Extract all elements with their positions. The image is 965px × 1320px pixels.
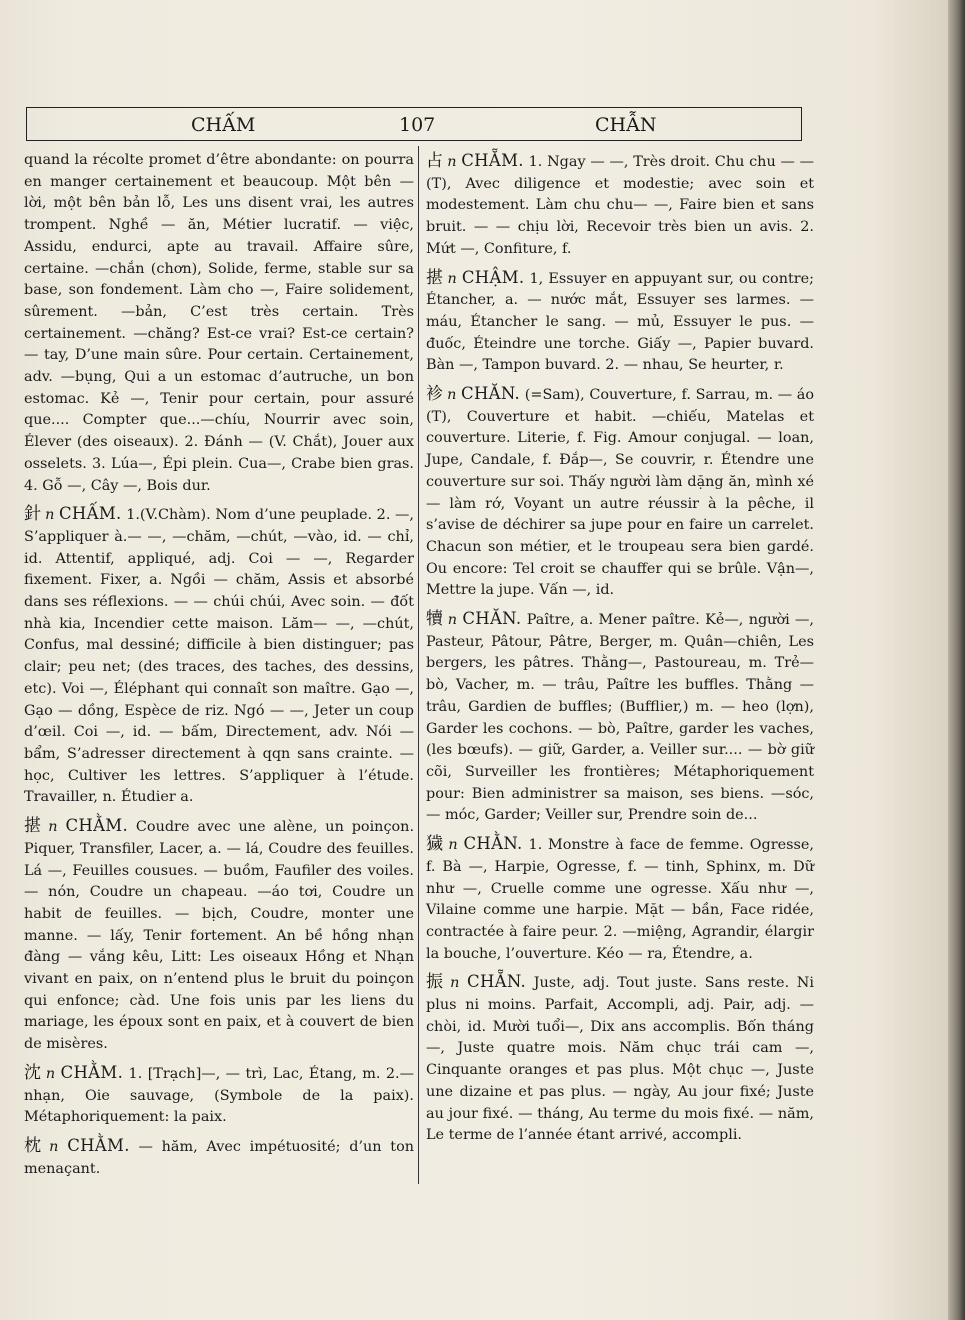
entry-text: (=Sam), Couverture, f. Sarrau, m. — áo (T), Couverture et habit. —chiếu, Matelas et couverture. Literie, f. Fig. Amour conjugal. — loan, Jupe, Candale, f. Đắp—, Se couvrir, r. Étendre une couverture sur soi. Thấy người làm dặng ăn, mình xé — làm rớ, Voyant un autre réussir à la pêche, il s’avise de déchirer sa jupe pour en faire un carrelet. Chacun son métier, et le troupeau sera bien gardé. Ou encore: Tel croit se chauffer qui se brûle. Vận—, Mettre la jupe. Vấn —, id. — [426, 387, 815, 599]
entry-hanzi: 犢 — [426, 609, 444, 630]
entry-lemma: CHĂN. — [461, 384, 521, 404]
entry-pos: n — [45, 507, 55, 524]
page-number: 107 — [399, 114, 436, 136]
entry-hanzi: 沈 — [24, 1062, 42, 1083]
left-column — [24, 150, 414, 1186]
entry-lemma: CHĂN. — [462, 609, 522, 629]
dictionary-entry — [426, 150, 814, 261]
entry-text: Juste, adj. Tout juste. Sans reste. Ni plus ni moins. Parfait, Accompli, adj. Pair, adj. —chòi, id. Mười tuổi—, Dix ans accomplis. Bốn tháng —, Juste quatre mois. Năm chục trái cam —, Cinquante oranges et pas plus. Một chục —, Juste une dizaine et pas plus. — ngày, Au jour fixé; Juste au jour fixé. — tháng, Au terme du mois fixé. — năm, Le terme de l’année étant arrivé, accompli. — [426, 975, 815, 1144]
entry-continuation — [24, 150, 414, 497]
entry-text: 1. Ngay — —, Très droit. Chu chu — — (T), Avec diligence et modestie; avec soin et modestement. Làm chu chu— —, Faire bien et sans bruit. — — chịu lời, Recevoir très bien un avis. 2. Mứt —, Confiture, f. — [426, 154, 815, 257]
entry-lemma: CHẴN. — [467, 972, 527, 992]
entry-pos: n — [447, 612, 458, 629]
right-column — [426, 150, 814, 1153]
entry-hanzi: 揕 — [426, 267, 444, 288]
entry-text: Paître, a. Mener paître. Kẻ—, người —, Pasteur, Pâtour, Pâtre, Berger, m. Quân—chiên, Les bergers, les pâtres. Thằng—, Pastoureau, m. Trẻ— bò, Vacher, m. — trâu, Paître les buffles. Thằng — trâu, Gardien de buffles; (Bufflier,) m. — heo (lợn), Garder les cochons. — bò, Paître, garder les vaches, (les bœufs). — giữ, Garder, a. Veiller sur.... — bờ giữ cõi, Surveiller les frontières; Métaphoriquement pour: Bien administrer sa maison, ses biens. —sóc, — móc, Garder; Veiller sur, Prendre soin de... — [426, 612, 814, 824]
entry-hanzi: 針 — [24, 504, 42, 525]
entry-hanzi: 占 — [426, 151, 444, 171]
entry-lemma: CHẰN. — [463, 834, 523, 854]
entry-text: — hăm, Avec impétuosité; d’un ton menaçant. — [24, 1138, 415, 1177]
entry-pos: n — [49, 1138, 59, 1155]
entry-pos: n — [48, 819, 58, 836]
entry-lemma: CHẰM. — [65, 816, 129, 836]
entry-text: 1, Essuyer en appuyant sur, ou contre; Étancher, a. — nước mắt, Essuyer ses larmes. — máu, Étancher le sang. — mủ, Essuyer le pus. — đuốc, Éteindre une torche. Giấy —, Papier buvard. Bàn —, Tampon buvard. 2. — nhau, Se heurter, r. — [426, 270, 815, 374]
dictionary-entry — [426, 267, 814, 378]
dictionary-entry — [426, 608, 814, 827]
column-divider — [418, 146, 419, 1184]
dictionary-entry — [24, 503, 414, 809]
page-header — [26, 107, 802, 141]
entry-text: 1. Monstre à face de femme. Ogresse, f. Bà —, Harpie, Ogresse, f. — tinh, Sphinx, m. Dữ như —, Cruelle comme une ogresse. Xấu như —, Vilaine comme une harpie. Mặt — bần, Face ridée, contractée à faire peur. 2. —miệng, Agrandir, élargir la bouche, l’ouverture. Kéo — ra, Étendre, a. — [426, 837, 814, 962]
entry-text: Coudre avec une alène, un poinçon. Piquer, Transfiler, Lacer, a. — lá, Coudre des feuilles. Lá —, Feuilles cousues. — buồm, Faufiler des voiles. — nón, Coudre un chapeau. —áo tơi, Coudre un habit de feuilles. — bịch, Coudre, monter une manne. — lấy, Tenir fortement. An bề hồng nhạn đàng — vắng kêu, Litt: Les oiseaux Hồng et Nhạn vivant en paix, on n’entend plus le bruit du poinçon qui enfonce; càd. Une fois unis par les liens du mariage, les époux sont en paix, et à couvert de bien de misères. — [24, 819, 415, 1053]
entry-hanzi: 枕 — [24, 1135, 46, 1156]
entry-pos: n — [448, 837, 458, 854]
entry-lemma: CHẬM. — [461, 267, 525, 287]
entry-lemma: CHẴM. — [461, 151, 524, 170]
entry-hanzi: 獩 — [426, 834, 445, 855]
entry-pos: n — [450, 975, 460, 992]
entry-text: 1.(V.Chàm). Nom d’une peuplade. 2. —, S’appliquer à.— —, —chăm, —chút, —vào, id. — chỉ, id. Attentif, appliqué, adj. Coi — —, Regarder fixement. Fixer, a. Ngồi — chăm, Assis et absorbé dans ses réflexions. — — chúi chúi, Avec soin. — đốt nhà kia, Incendier cette maison. Lăm— —, —chút, Confus, mal dessiné; difficile à bien distinguer; pas clair; peu net; (des traces, des taches, des dessins, etc). Voi —, Éléphant qui connaît son maître. Gạo —, Gạo — dồng, Espèce de riz. Ngó — —, Jeter un coup d’œil. Coi —, id. — bấm, Directement, adv. Nói — bẩm, S’adresser directement à qqn sans crainte. — học, Cultiver les lettres. S’appliquer à l’étude. Travailler, n. Étudier a. — [24, 507, 414, 806]
entry-hanzi: 揕 — [24, 816, 45, 837]
header-left-guide-word: CHẤM — [191, 114, 256, 136]
dictionary-entry — [426, 833, 814, 965]
entry-text: quand la récolte promet d’être abondante: on pourra en manger certainement et beaucoup. Một bên — lời, một bên bản lỗ, Les uns disent vrai, les autres trompent. Nghề — ăn, Métier lucratif. — việc, Assidu, endurci, apte au travail. Affaire sûre, certaine. —chắn (chơn), Solide, ferme, stable sur sa base, son fondement. Làm cho —, Faire solidement, sûrement. —bản, C’est très certain. Très certainement. —chăng? Est-ce vrai? Est-ce certain? — tay, D’une main sûre. Pour certain. Certainement, adv. —bụng, Qui a un estomac d’autruche, un bon estomac. Kẻ —, Tenir pour certain, pour assuré que.... Compter que...—chíu, Nourrir avec soin, Élever (des oiseaux). 2. Đánh — (V. Chắt), Jouer aux osselets. 3. Lúa—, Épi plein. Cua—, Crabe bien gras. 4. Gỗ —, Cây —, Bois dur. — [24, 152, 414, 494]
entry-lemma: CHẰM. — [67, 1135, 130, 1155]
dictionary-entry — [24, 815, 414, 1056]
entry-pos: n — [447, 270, 457, 287]
book-fore-edge — [948, 0, 965, 1320]
dictionary-entry — [426, 383, 814, 602]
dictionary-entry — [24, 1062, 414, 1129]
entry-pos: n — [45, 1065, 56, 1082]
entry-pos: n — [447, 387, 457, 404]
header-right-guide-word: CHẪN — [595, 114, 657, 136]
entry-pos: n — [447, 154, 457, 170]
entry-lemma: CHẰM. — [60, 1062, 124, 1082]
entry-hanzi: 袗 — [426, 384, 444, 405]
entry-hanzi: 振 — [426, 972, 447, 993]
entry-lemma: CHẤM. — [58, 504, 122, 524]
dictionary-entry — [426, 971, 814, 1147]
dictionary-entry — [24, 1135, 414, 1180]
entry-text: 1. [Trạch]—, — trì, Lac, Étang, m. 2.—nhạn, Oie sauvage, (Symbole de la paix). Métaphoriquement: la paix. — [24, 1065, 415, 1126]
